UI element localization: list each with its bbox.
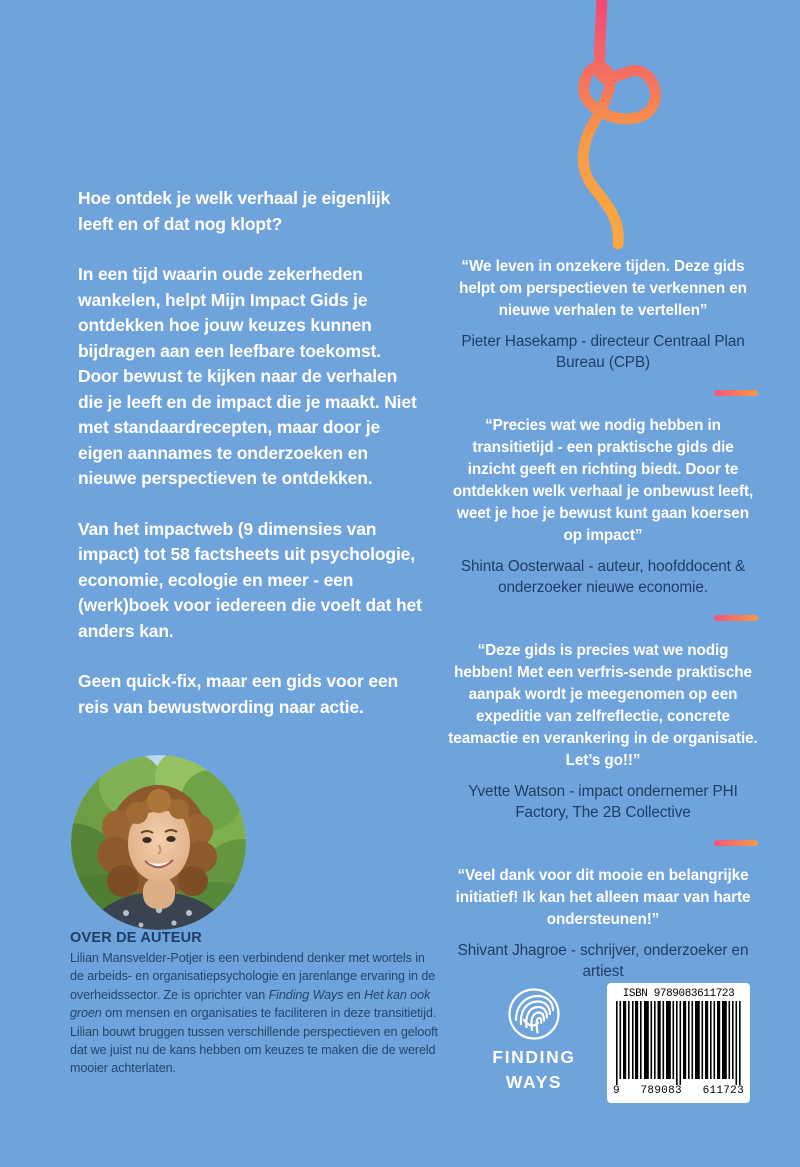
author-portrait-photo [71, 755, 246, 930]
bio-segment-3: om mensen en organisaties te faciliteren in deze transitietijd. Lilian bouwt bruggen tussen verschillende perspectieven en gelooft dat we juist nu de kans hebben om keuzes te maken die de wereld mooier achterlaten. [70, 1006, 438, 1076]
publisher-name-line-1: FINDING [492, 1047, 576, 1067]
testimonial-divider [714, 615, 758, 621]
finding-ways-spiral-logo-icon [506, 986, 562, 1042]
testimonial-attribution: Shinta Oosterwaal - auteur, hoofddocent & onderzoeker nieuwe economie. [460, 558, 746, 596]
publisher-logo-block [478, 986, 590, 1092]
author-bio-block [70, 930, 440, 1078]
ean-digits [607, 1085, 750, 1097]
body-paragraph-3: Geen quick-fix, maar een gids voor een reis van bewustwording naar actie. [78, 671, 399, 717]
ean-group-2: 611723 [702, 1085, 744, 1097]
publisher-name-line-2: WAYS [505, 1072, 563, 1092]
bio-segment-2: en [343, 987, 365, 1002]
lead-paragraph: Hoe ontdek je welk verhaal je eigenlijk leeft en of dat nog klopt? [78, 188, 391, 234]
testimonial-quote: “We leven in onzekere tijden. Deze gids helpt om perspectieven te verkennen en nieuwe verhalen te vertellen” [459, 258, 747, 319]
description-column [78, 186, 423, 720]
testimonial-quote: “Veel dank voor dit mooie en belangrijke initiatief! Ik kan het alleen maar van harte ondersteunen!” [455, 867, 751, 928]
bio-italic-het-kan-ook-groen: Het kan ook groen [70, 987, 431, 1021]
testimonial-quote: “Precies wat we nodig hebben in transitietijd - een praktische gids die inzicht geeft en richting biedt. Door te ontdekken welk verhaal je onbewust leeft, weet je hoe je bewust kunt gaan koersen op impact” [452, 417, 754, 544]
testimonial-attribution: Yvette Watson - impact ondernemer PHI Factory, The 2B Collective [468, 783, 738, 821]
bio-segment-1: Lilian Mansvelder-Potjer is een verbindend denker met wortels in de arbeids- en organisatiepsychologie en jarenlange ervaring in de overheidssector. Ze is oprichter van [70, 951, 436, 1002]
ean-left-digit: 9 [613, 1085, 620, 1097]
testimonial-attribution: Pieter Hasekamp - directeur Centraal Plan Bureau (CPB) [461, 333, 745, 371]
testimonial-divider [714, 840, 758, 846]
barcode-bars [613, 1001, 744, 1085]
testimonial-4 [448, 865, 758, 982]
bio-italic-finding-ways: Finding Ways [268, 987, 344, 1002]
body-paragraph-1: In een tijd waarin oude zekerheden wankelen, helpt Mijn Impact Gids je ontdekken hoe jouw keuzes kunnen bijdragen aan een leefbare toekomst. Door bewust te kijken naar de verhalen die je leeft en de impact die je maakt. Niet met standaardrecepten, maar door je eigen aannames te onderzoeken en nieuwe perspectieven te ontdekken. [78, 264, 417, 488]
testimonial-attribution: Shivant Jhagroe - schrijver, onderzoeker en artiest [457, 942, 749, 980]
testimonial-1 [448, 256, 758, 373]
testimonials-column [448, 256, 758, 982]
testimonial-divider [714, 390, 758, 396]
testimonial-3 [448, 640, 758, 823]
isbn-number-label: ISBN 9789083611723 [622, 988, 735, 1000]
isbn-barcode [607, 983, 750, 1103]
testimonial-2 [448, 415, 758, 598]
testimonial-quote: “Deze gids is precies wat we nodig hebben! Met een verfris-sende praktische aanpak wordt je meegenomen op een expeditie van zelfreflectie, concrete teamactie en verankering in de organisatie. Let’s go!!” [448, 642, 758, 769]
ean-group-1: 789083 [640, 1085, 682, 1097]
body-paragraph-2: Van het impactweb (9 dimensies van impact) tot 58 factsheets uit psychologie, economie, ecologie en meer - een (werk)boek voor iedereen die voelt dat het anders kan. [78, 518, 422, 641]
decorative-squiggle-icon [556, 0, 696, 256]
author-bio-heading: OVER DE AUTEUR [70, 930, 202, 946]
author-bio-text [70, 949, 440, 1078]
